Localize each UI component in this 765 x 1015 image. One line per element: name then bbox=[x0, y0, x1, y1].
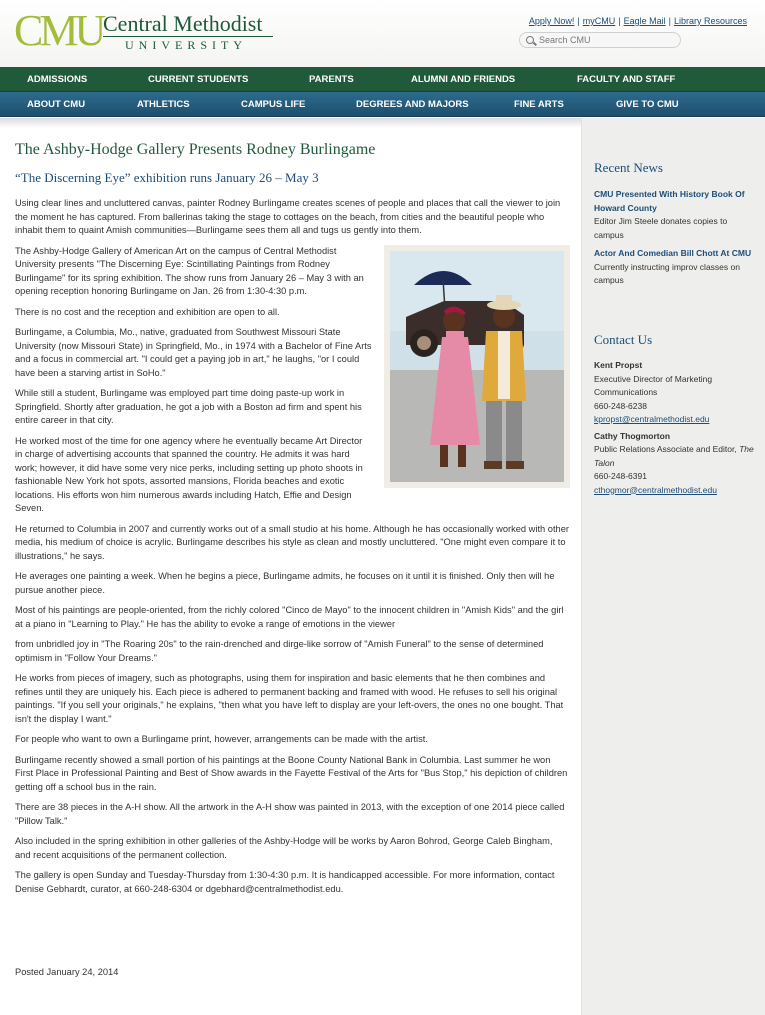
article-body bbox=[15, 197, 570, 903]
nav-about-cmu[interactable]: ABOUT CMU bbox=[27, 99, 86, 110]
nav-admissions[interactable]: ADMISSIONS bbox=[27, 74, 88, 85]
contact-phone: 660-248-6238 bbox=[594, 400, 647, 411]
utility-links bbox=[529, 16, 747, 26]
news-item-link[interactable]: CMU Presented With History Book Of Howard County bbox=[594, 189, 745, 213]
nav-degrees-and-majors[interactable]: DEGREES AND MAJORS bbox=[356, 99, 469, 110]
nav-fine-arts[interactable]: FINE ARTS bbox=[514, 99, 564, 110]
logo-divider bbox=[103, 36, 273, 37]
contact-name: Cathy Thogmorton bbox=[594, 430, 671, 441]
nav-current-students[interactable]: CURRENT STUDENTS bbox=[148, 74, 249, 85]
nav-athletics[interactable]: ATHLETICS bbox=[137, 99, 190, 110]
nav-give-to-cmu[interactable]: GIVE TO CMU bbox=[616, 99, 679, 110]
apply-now-link[interactable]: Apply Now! bbox=[528, 16, 575, 26]
secondary-nav bbox=[0, 92, 765, 117]
primary-nav bbox=[0, 67, 765, 92]
article-header bbox=[15, 140, 570, 185]
contact-title: Public Relations Associate and Editor, bbox=[594, 444, 740, 454]
eagle-mail-link[interactable]: Eagle Mail bbox=[623, 16, 666, 26]
mycmu-link[interactable]: myCMU bbox=[582, 16, 616, 26]
article-paragraph: He returned to Columbia in 2007 and currently works out of a small studio at his home. Although he has occasionally worked with other media, his medium of choice is acrylic. Burlingame describes his style as clean and mostly uncluttered. "One might even compare it to illustrations," he says. bbox=[15, 523, 569, 561]
link-separator: | bbox=[577, 16, 580, 26]
article-paragraph: There are 38 pieces in the A-H show. All the artwork in the A-H show was painted in 2013, with the exception of one 2014 piece called "Pillow Talk." bbox=[15, 802, 565, 826]
painting-illustration bbox=[384, 245, 570, 488]
link-separator: | bbox=[668, 16, 671, 26]
page-title: The Ashby-Hodge Gallery Presents Rodney Burlingame bbox=[15, 141, 376, 158]
contact-title: Executive Director of Marketing Communications bbox=[594, 373, 713, 397]
sidebar bbox=[581, 118, 765, 1015]
logo-subtitle: UNIVERSITY bbox=[125, 38, 247, 52]
logo-name[interactable]: Central Methodist bbox=[103, 11, 263, 36]
search-box[interactable] bbox=[519, 32, 681, 48]
recent-news-heading: Recent News bbox=[594, 160, 663, 175]
painting-image bbox=[384, 245, 570, 488]
contact-list bbox=[594, 359, 759, 497]
nav-alumni-and-friends[interactable]: ALUMNI AND FRIENDS bbox=[411, 74, 516, 85]
contact-email-link[interactable]: cthogmor@centralmethodist.edu bbox=[594, 484, 717, 495]
article-paragraph: from unbridled joy in "The Roaring 20s" to the rain-drenched and dirge-like sorrow of "Amish Funeral" to the sense of determined optimism in "Follow Your Dreams." bbox=[15, 639, 544, 663]
logo-mark[interactable]: CMU bbox=[14, 6, 103, 55]
link-separator: | bbox=[618, 16, 621, 26]
article-paragraph: He averages one painting a week. When he begins a piece, Burlingame admits, he focuses on it until it is finished. Only then will he pursue another piece. bbox=[15, 571, 555, 595]
article-paragraph: Burlingame recently showed a small portion of his paintings at the Boone County National Bank in Columbia. Last summer he won First Place in Professional Painting and Best of Show awards in the Fayette Festival of the Arts for "Bus Stop," his depiction of children getting off a school bus in the rain. bbox=[15, 754, 568, 792]
news-list bbox=[594, 188, 759, 288]
contact-title-publication: The Talon bbox=[594, 444, 754, 468]
nav-faculty-and-staff[interactable]: FACULTY AND STAFF bbox=[577, 74, 676, 85]
library-resources-link[interactable]: Library Resources bbox=[673, 16, 747, 26]
article-paragraph: There is no cost and the reception and exhibition are open to all. bbox=[15, 306, 280, 317]
article-paragraph: He worked most of the time for one agency where he eventually became Art Director in charge of advertising accounts that spanned the country. He admits it was hard work; however, it did have some very nice perks, including setting up photo shoots in fashionable New York hot spots, assorted mansions, Florida beaches and exotic locations. His efforts won him numerous awards including Hatch, Effie and Design Seven. bbox=[15, 435, 363, 513]
contact-name: Kent Propst bbox=[594, 360, 643, 370]
article-paragraph: Using clear lines and uncluttered canvas, painter Rodney Burlingame creates scenes of people and places that call the viewer to join the moment he has captured. From ballerinas taking the stage to cottages on the beach, from cities and the beautiful people who inhabit them to quaint Amish communities—Burlingame sees them all and tugs us gently into them. bbox=[15, 198, 561, 235]
news-item-summary: Currently instructing improv classes on campus bbox=[594, 261, 740, 285]
article-paragraph: While still a student, Burlingame was employed part time doing paste-up work in Springfield. Shortly after graduation, he got a job with a Boston ad firm and spent his entire career in that city. bbox=[15, 388, 362, 425]
contact-phone: 660-248-6391 bbox=[594, 471, 647, 481]
news-item-summary: Editor Jim Steele donates copies to campus bbox=[594, 216, 728, 240]
article-paragraph: Most of his paintings are people-oriented, from the richly colored "Cinco de Mayo" to the innocent children in "Amish Kids" and the girl at a piano in "Learning to Play." He has the ability to evoke a range of emotions in the viewer bbox=[15, 605, 564, 629]
contact-us-heading: Contact Us bbox=[594, 332, 653, 347]
article-paragraph: For people who want to own a Burlingame print, however, arrangements can be made with the artist. bbox=[15, 734, 428, 744]
site-header bbox=[0, 0, 765, 67]
article-paragraph: The gallery is open Sunday and Tuesday-Thursday from 1:30-4:30 p.m. It is handicapped accessible. For more information, contact Denise Gebhardt, curator, at 660-248-6304 or dgebhard@centralmethodist.edu. bbox=[15, 870, 555, 894]
article-subtitle: “The Discerning Eye” exhibition runs January 26 – May 3 bbox=[15, 170, 319, 185]
news-item-link[interactable]: Actor And Comedian Bill Chott At CMU bbox=[594, 248, 752, 258]
article-paragraph: He works from pieces of imagery, such as photographs, using them for inspiration and basic elements that he then combines and refines until they are uniquely his. Each piece is adhered to permanent backing and framed with wood. He refuses to sell his original paintings. "If you sell your originals," he explains, "then what you have left to display are your left-overs, the ones no one bought. That isn't the display I want." bbox=[15, 673, 564, 724]
search-icon[interactable] bbox=[526, 36, 534, 44]
nav-parents[interactable]: PARENTS bbox=[309, 74, 354, 85]
search-input[interactable] bbox=[539, 34, 674, 46]
contact-email-link[interactable]: kpropst@centralmethodist.edu bbox=[594, 414, 710, 424]
article-paragraph: Also included in the spring exhibition in other galleries of the Ashby-Hodge will be works by Aaron Bohrod, George Caleb Bingham, and recent acquisitions of the permanent collection. bbox=[15, 836, 553, 860]
posted-date: Posted January 24, 2014 bbox=[15, 967, 119, 977]
article-paragraph: Burlingame, a Columbia, Mo., native, graduated from Southwest Missouri State University (now Missouri State) in Springfield, Mo., in 1974 with a Bachelor of Fine Arts and a focus in commercial art. "I could get a paying job in art," he laughs, "or I could have been a starving artist in SoHo." bbox=[15, 327, 372, 378]
article-paragraph: The Ashby-Hodge Gallery of American Art on the campus of Central Methodist University presents "The Discerning Eye: Scintillating Paintings from Rodney Burlingame" for its spring exhibition. The show runs from January 26 – May 3 with an opening reception honoring Burlingame on Jan. 26 from 1:30-4:30 p.m. bbox=[15, 245, 364, 296]
nav-campus-life[interactable]: CAMPUS LIFE bbox=[241, 99, 306, 110]
